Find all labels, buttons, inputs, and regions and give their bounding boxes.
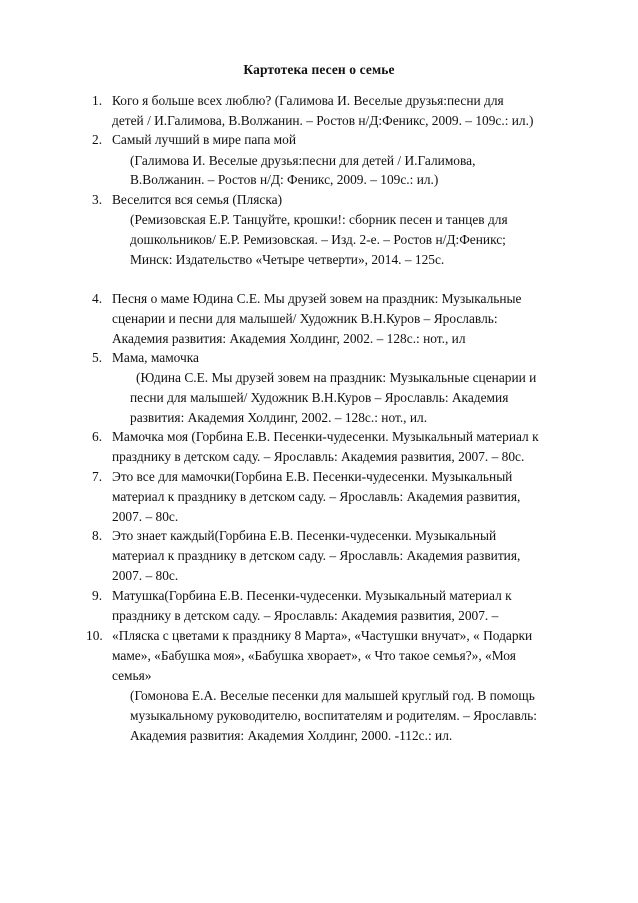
item-line: Мамочка моя (Горбина Е.В. Песенки-чудесенки. Музыкальный материал к bbox=[112, 429, 539, 444]
item-line: 2007. – 80с. bbox=[112, 568, 179, 583]
item-line: Кого я больше всех люблю? (Галимова И. Веселые друзья:песни для bbox=[112, 93, 504, 108]
item-line: Минск: Издательство «Четыре четверти», 2014. – 125с. bbox=[130, 252, 445, 267]
item-number: 10. bbox=[86, 628, 103, 643]
item-line: В.Волжанин. – Ростов н/Д: Феникс, 2009. – 109с.: ил.) bbox=[130, 172, 439, 187]
item-number: 9. bbox=[92, 588, 103, 603]
item-number: 8. bbox=[92, 528, 103, 543]
item-line: семья» bbox=[112, 668, 152, 683]
item-line: Академия развития: Академия Холдинг, 2002. – 128с.: нот., ил bbox=[112, 331, 466, 346]
item-line: Мама, мамочка bbox=[112, 350, 199, 365]
item-line: Это все для мамочки(Горбина Е.В. Песенки-чудесенки. Музыкальный bbox=[112, 469, 513, 484]
item-line: Это знает каждый(Горбина Е.В. Песенки-чудесенки. Музыкальный bbox=[112, 528, 497, 543]
item-line: дошкольников/ Е.Р. Ремизовская. – Изд. 2-е. – Ростов н/Д:Феникс; bbox=[130, 232, 506, 247]
item-number: 4. bbox=[92, 291, 103, 306]
item-number: 3. bbox=[92, 192, 103, 207]
item-line: детей / И.Галимова, В.Волжанин. – Ростов н/Д:Феникс, 2009. – 109с.: ил.) bbox=[112, 113, 534, 128]
item-line: материал к празднику в детском саду. – Ярославль: Академия развития, bbox=[112, 489, 521, 504]
item-number: 1. bbox=[92, 93, 103, 108]
item-number: 2. bbox=[92, 132, 103, 147]
item-line: маме», «Бабушка моя», «Бабушка хворает», « Что такое семья?», «Моя bbox=[112, 648, 516, 663]
item-line: (Гомонова Е.А. Веселые песенки для малышей круглый год. В помощь bbox=[130, 688, 535, 703]
item-line: песни для малышей/ Художник В.Н.Куров – Ярославль: Академия bbox=[130, 390, 509, 405]
item-line: (Ремизовская Е.Р. Танцуйте, крошки!: сборник песен и танцев для bbox=[130, 212, 508, 227]
item-line: сценарии и песни для малышей/ Художник В.Н.Куров – Ярославль: bbox=[112, 311, 498, 326]
item-line: материал к празднику в детском саду. – Ярославль: Академия развития, bbox=[112, 548, 521, 563]
item-line: Академия развития: Академия Холдинг, 2000. -112с.: ил. bbox=[130, 728, 453, 743]
item-line: 2007. – 80с. bbox=[112, 509, 179, 524]
item-line: празднику в детском саду. – Ярославль: Академия развития, 2007. – bbox=[112, 608, 499, 623]
item-number: 7. bbox=[92, 469, 103, 484]
item-line: (Галимова И. Веселые друзья:песни для детей / И.Галимова, bbox=[130, 153, 476, 168]
item-line: Самый лучший в мире папа мой bbox=[112, 132, 296, 147]
item-line: (Юдина С.Е. Мы друзей зовем на праздник: Музыкальные сценарии и bbox=[136, 370, 537, 385]
item-number: 6. bbox=[92, 429, 103, 444]
item-number: 5. bbox=[92, 350, 103, 365]
item-line: развития: Академия Холдинг, 2002. – 128с.: нот., ил. bbox=[130, 410, 428, 425]
item-line: Матушка(Горбина Е.В. Песенки-чудесенки. Музыкальный материал к bbox=[112, 588, 512, 603]
item-line: «Пляска с цветами к празднику 8 Марта», «Частушки внучат», « Подарки bbox=[112, 628, 533, 643]
document-title: Картотека песен о семье bbox=[243, 62, 395, 77]
item-line: музыкальному руководителю, воспитателям и родителям. – Ярославль: bbox=[130, 708, 537, 723]
item-line: празднику в детском саду. – Ярославль: Академия развития, 2007. – 80с. bbox=[112, 449, 525, 464]
item-line: Веселится вся семья (Пляска) bbox=[112, 192, 283, 207]
item-line: Песня о маме Юдина С.Е. Мы друзей зовем на праздник: Музыкальные bbox=[112, 291, 522, 306]
